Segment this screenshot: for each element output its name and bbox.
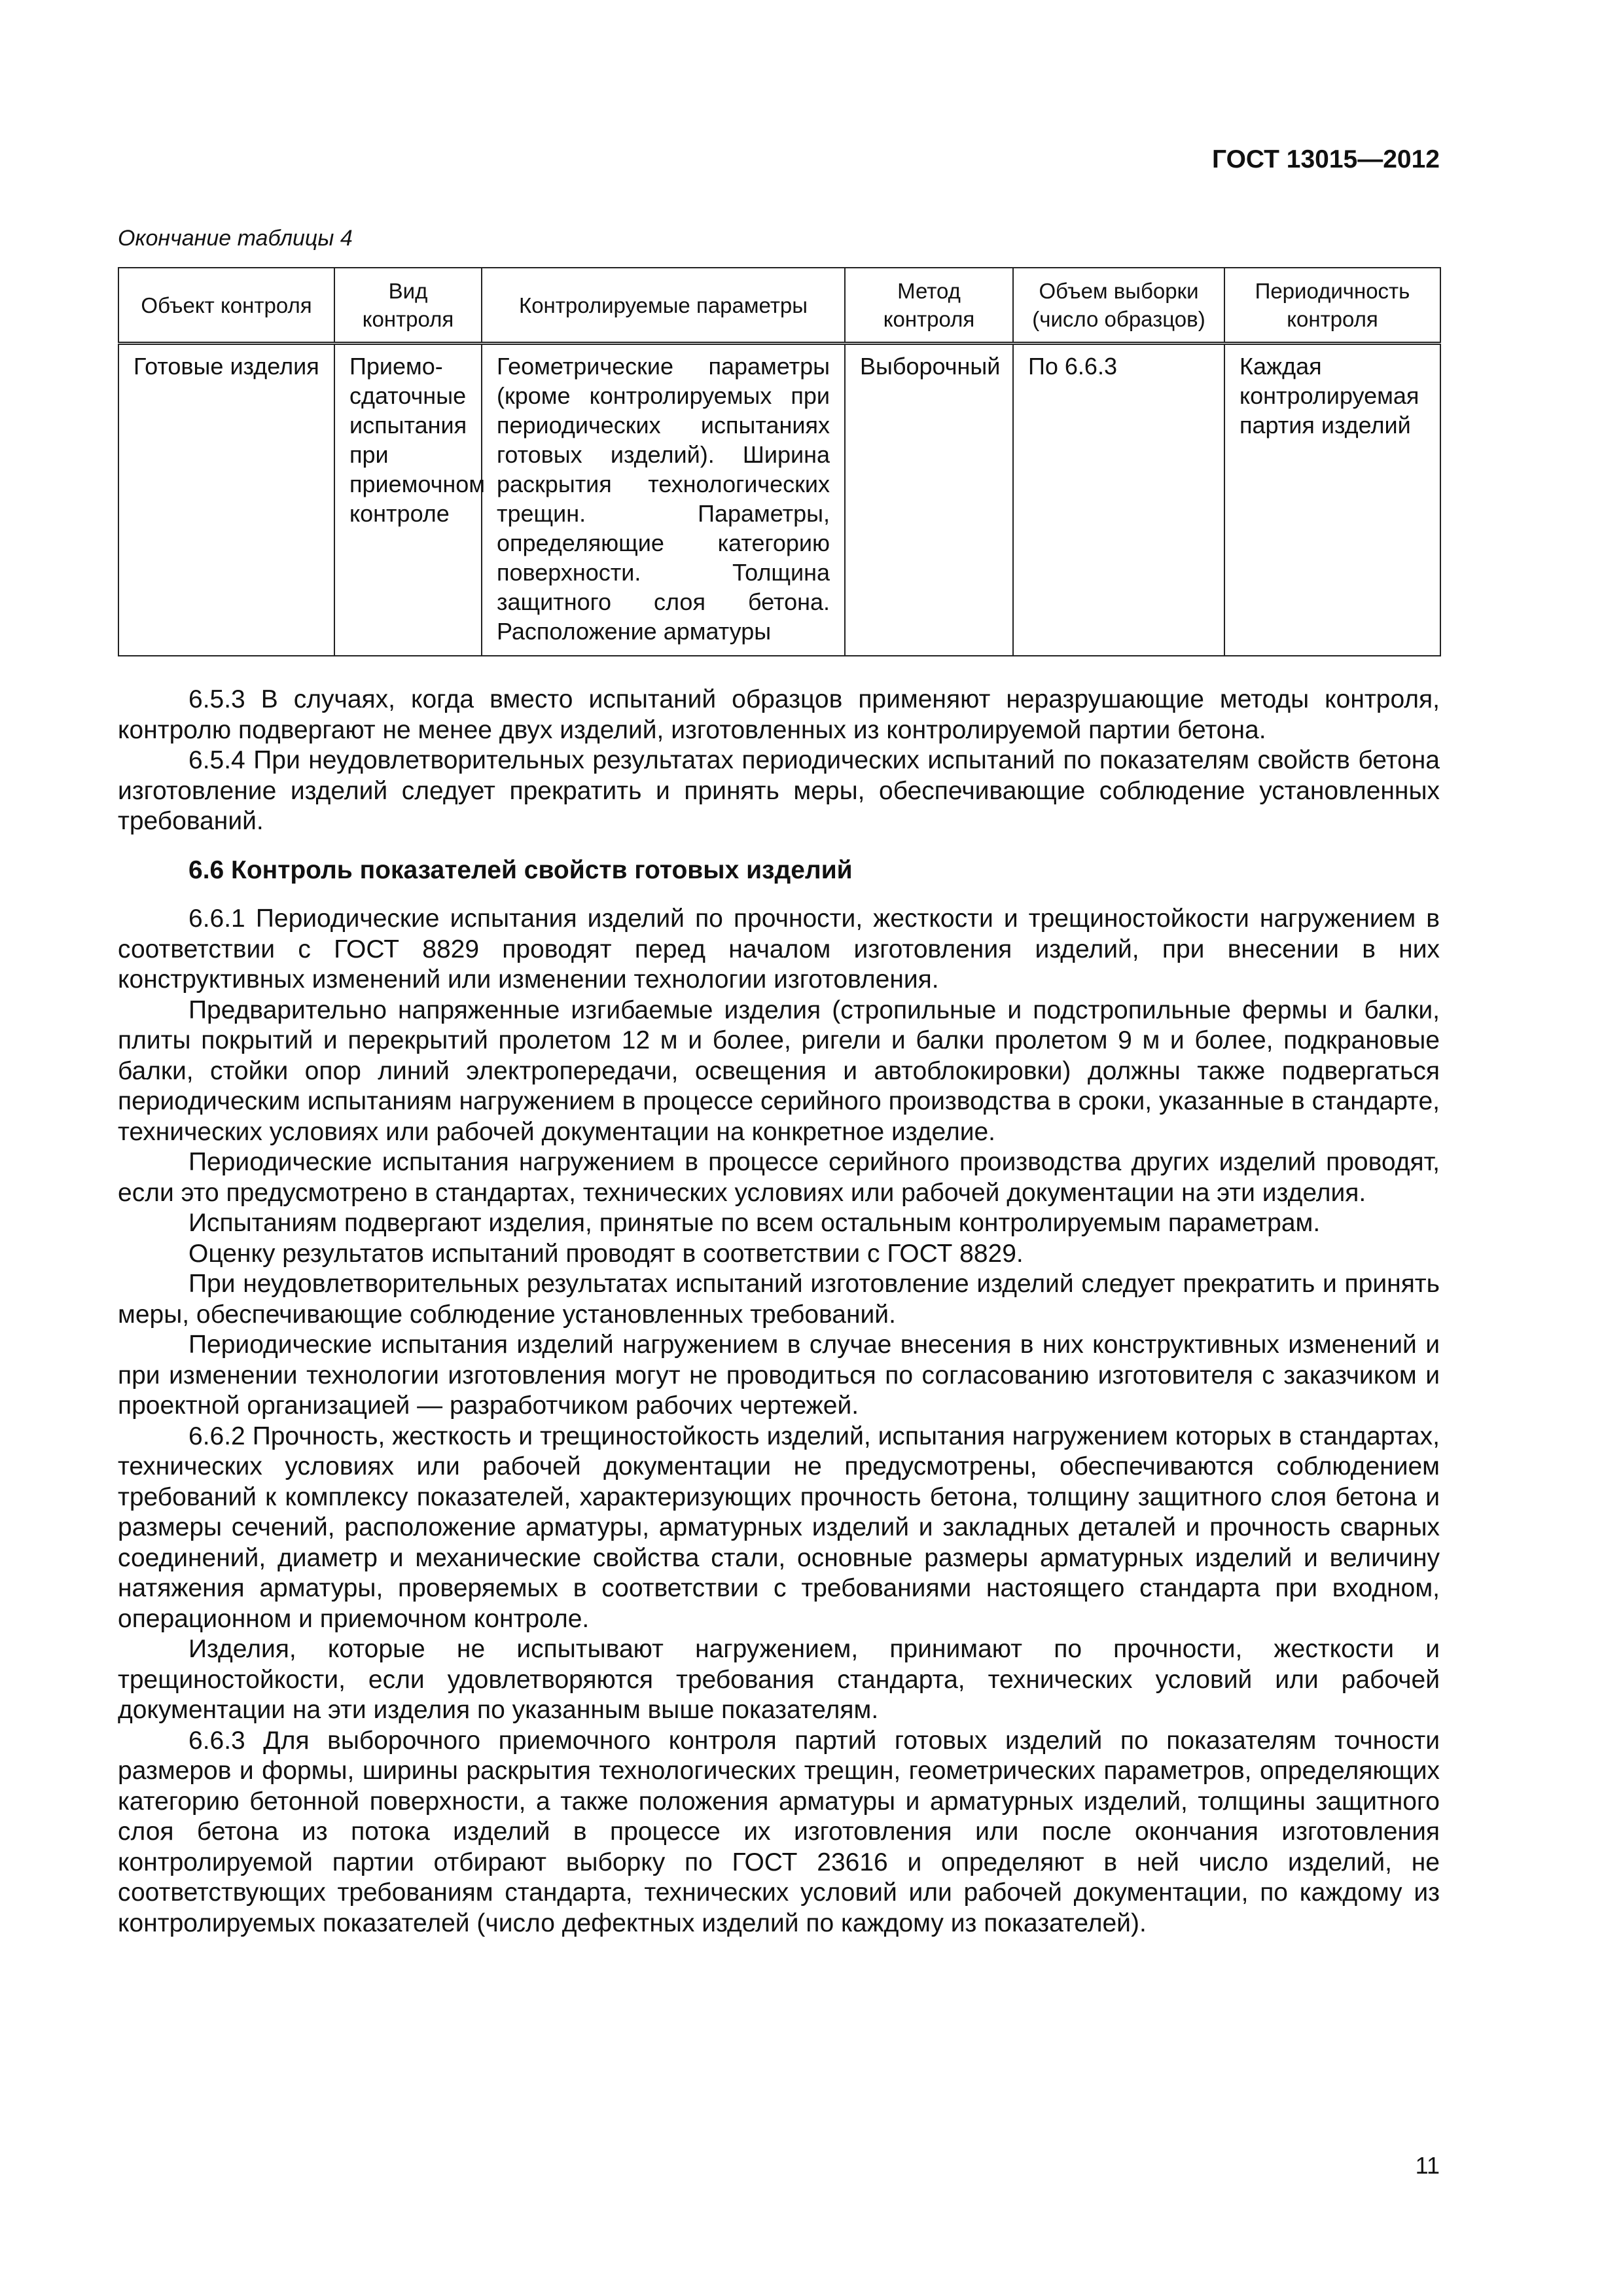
column-header-object: Объект контроля — [118, 268, 334, 344]
paragraph-periodic-tests: Периодические испытания нагружением в процессе серийного производства других изделий проводят, если это предусмотрено в стандартах, технических условиях или рабочей документации на эти изделия. — [118, 1148, 1440, 1207]
paragraph-design-changes: Периодические испытания изделий нагружением в случае внесения в них конструктивных изменений и при изменении технологии изготовления могут не проводиться по согласованию изготовителя с заказчиком и проектной организацией — разработчиком рабочих чертежей. — [118, 1331, 1440, 1420]
paragraph-6-5-4: 6.5.4 При неудовлетворительных результатах периодических испытаний по показателям свойств бетона изготовление изделий следует прекратить и принять меры, обеспечивающие соблюдение установленных требований. — [118, 746, 1440, 835]
paragraph-unsatisfactory-results: При неудовлетворительных результатах испытаний изготовление изделий следует прекратить и принять меры, обеспечивающие соблюдение установленных требований. — [118, 1270, 1440, 1329]
table-caption: Окончание таблицы 4 — [118, 226, 353, 251]
document-standard-header: ГОСТ 13015—2012 — [1212, 145, 1440, 173]
column-header-parameters: Контролируемые параметры — [482, 268, 845, 344]
cell-object: Готовые изделия — [118, 344, 334, 656]
paragraph-assessment: Оценку результатов испытаний проводят в соответствии с ГОСТ 8829. — [188, 1239, 1024, 1268]
cell-method: Выборочный — [845, 344, 1013, 656]
paragraph-prestressed-items: Предварительно напряженные изгибаемые изделия (стропильные и подстропильные фермы и балки, плиты покрытий и перекрытий пролетом 12 м и более, ригели и балки пролетом 9 м и более, подкрановые балки, стойки опор линий электропередачи, освещения и автоблокировки) должны также подвергаться периодическим испытаниям нагружением в процессе серийного производства в сроки, указанные в стандарте, технических условиях или рабочей документации на конкретное изделие. — [118, 996, 1440, 1146]
column-header-periodicity: Периодичность контроля — [1224, 268, 1440, 344]
cell-parameters: Геометрические параметры (кроме контролируемых при периодических испытаниях готовых изделий). Ширина раскрытия технологических трещин. Параметры, определяющие категорию поверхности. Толщина защитного слоя бетона. Расположение арматуры — [482, 344, 845, 656]
paragraph-6-6-2: 6.6.2 Прочность, жесткость и трещиностойкость изделий, испытания нагружением которых в стандартах, технических условиях или рабочей документации не предусмотрены, обеспечиваются соблюдением требований к комплексу показателей, характеризующих прочность бетона, толщину защитного слоя бетона и размеры сечений, расположение арматуры, арматурных изделий и закладных деталей и прочность сварных соединений, диаметр и механические свойства стали, основные размеры арматурных изделий и величину натяжения арматуры, проверяемых в соответствии с требованиями настоящего стандарта при входном, операционном и приемочном контроле. — [118, 1422, 1440, 1633]
cell-type: Приемо-сдаточные испытания при приемочном контроле — [334, 344, 482, 656]
paragraph-6-5-3: 6.5.3 В случаях, когда вместо испытаний образцов применяют неразрушающие методы контроля, контролю подвергают не менее двух изделий, изготовленных из контролируемой партии бетона. — [118, 685, 1440, 744]
cell-periodicity: Каждая контролируемая партия изделий — [1224, 344, 1440, 656]
column-header-method: Метод контроля — [845, 268, 1013, 344]
table-header-row — [118, 268, 1440, 344]
body-text — [118, 685, 1440, 1939]
control-table — [118, 267, 1441, 656]
paragraph-6-6-1: 6.6.1 Периодические испытания изделий по прочности, жесткости и трещиностойкости нагружением в соответствии с ГОСТ 8829 проводят перед началом изготовления изделий, при внесении в них конструктивных изменений или изменении технологии изготовления. — [118, 905, 1440, 994]
column-header-sample: Объем выборки (число образцов) — [1013, 268, 1224, 344]
page-number: 11 — [1415, 2152, 1440, 2179]
paragraph-tested-items: Испытаниям подвергают изделия, принятые по всем остальным контролируемым параметрам. — [188, 1209, 1321, 1237]
section-heading-6-6: 6.6 Контроль показателей свойств готовых изделий — [188, 855, 853, 884]
column-header-type: Вид контроля — [334, 268, 482, 344]
paragraph-untested-items: Изделия, которые не испытывают нагружением, принимают по прочности, жесткости и трещиностойкости, если удовлетворяются требования стандарта, технических условий или рабочей документации на эти изделия по указанным выше показателям. — [118, 1635, 1440, 1724]
table-row — [118, 344, 1440, 656]
paragraph-6-6-3: 6.6.3 Для выборочного приемочного контроля партий готовых изделий по показателям точности размеров и формы, ширины раскрытия технологических трещин, геометрических параметров, определяющих категорию бетонной поверхности, а также положения арматуры и арматурных изделий, толщины защитного слоя бетона из потока изделий в процессе их изготовления или после окончания изготовления контролируемой партии отбирают выборку по ГОСТ 23616 и определяют в ней число изделий, не соответствующих требованиям стандарта, технических условий или рабочей документации, по каждому из контролируемых показателей (число дефектных изделий по каждому из показателей). — [118, 1726, 1440, 1937]
cell-sample: По 6.6.3 — [1013, 344, 1224, 656]
